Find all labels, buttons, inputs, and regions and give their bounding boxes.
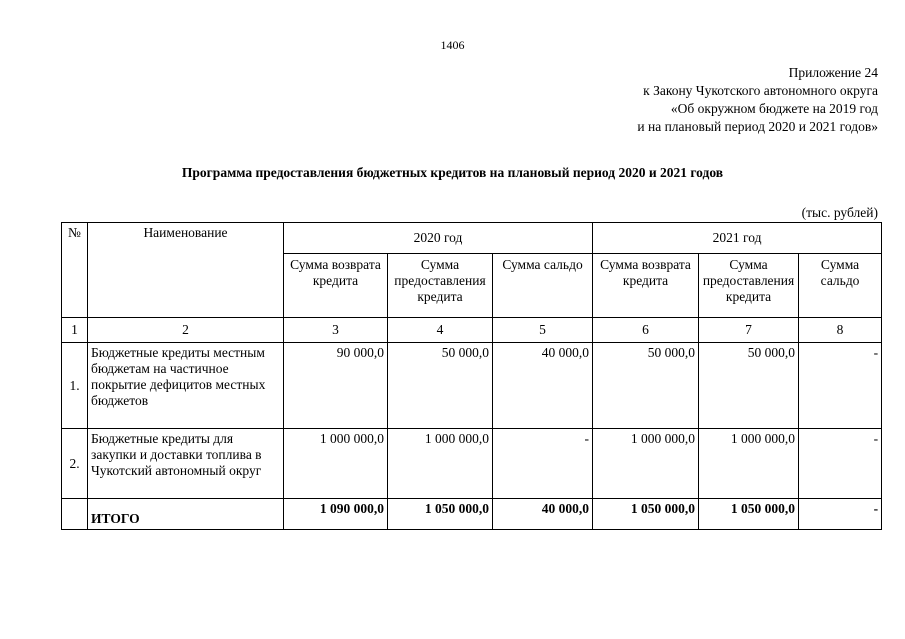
total-value: 1 050 000,0: [593, 499, 699, 530]
appendix-line: «Об окружном бюджете на 2019 год: [670, 101, 878, 116]
column-header-year-2021: 2021 год: [593, 223, 882, 254]
cell-value: 1 000 000,0: [284, 429, 388, 499]
cell-value: 40 000,0: [493, 343, 593, 429]
document-title: Программа предоставления бюджетных кредитов на плановый период 2020 и 2021 годов: [181, 165, 724, 180]
cell-value: 50 000,0: [388, 343, 493, 429]
column-index-row: [62, 318, 882, 343]
total-label: ИТОГО: [88, 499, 284, 530]
total-value: 1 050 000,0: [388, 499, 493, 530]
row-name: Бюджетные кредиты местным бюджетам на частичное покрытие дефицитов местных бюджетов: [88, 343, 284, 429]
appendix-line: Приложение 24: [788, 65, 878, 80]
column-index: 1: [62, 318, 88, 343]
page-number: 1406: [440, 38, 465, 52]
column-index: 2: [88, 318, 284, 343]
total-value: 1 050 000,0: [699, 499, 799, 530]
cell-value: -: [493, 429, 593, 499]
column-index: 6: [593, 318, 699, 343]
row-number: 2.: [62, 429, 88, 499]
column-index: 7: [699, 318, 799, 343]
column-header-name: Наименование: [88, 223, 284, 318]
column-index: 8: [799, 318, 882, 343]
cell-value: 1 000 000,0: [388, 429, 493, 499]
column-index: 5: [493, 318, 593, 343]
column-index: 4: [388, 318, 493, 343]
total-value: -: [799, 499, 882, 530]
column-header-repayment: Сумма возврата кредита: [593, 254, 699, 318]
row-number: 1.: [62, 343, 88, 429]
column-header-balance: Сумма сальдо: [799, 254, 882, 318]
total-row: [62, 499, 882, 530]
cell-value: -: [799, 343, 882, 429]
units-label: (тыс. рублей): [801, 205, 878, 220]
column-header-balance: Сумма сальдо: [493, 254, 593, 318]
column-index: 3: [284, 318, 388, 343]
cell-value: 50 000,0: [699, 343, 799, 429]
column-header-number: №: [62, 223, 88, 318]
appendix-line: к Закону Чукотского автономного округа: [643, 83, 878, 98]
cell-value: -: [799, 429, 882, 499]
column-header-issuance: Сумма предоставления кредита: [388, 254, 493, 318]
appendix-header: [637, 64, 878, 136]
table-row: [62, 343, 882, 429]
row-name: Бюджетные кредиты для закупки и доставки топлива в Чукотский автономный округ: [88, 429, 284, 499]
column-header-repayment: Сумма возврата кредита: [284, 254, 388, 318]
table-row: [62, 429, 882, 499]
total-row-number: [62, 499, 88, 530]
cell-value: 1 000 000,0: [699, 429, 799, 499]
credits-table: [61, 222, 882, 530]
column-header-year-2020: 2020 год: [284, 223, 593, 254]
header-row-years: [62, 223, 882, 254]
cell-value: 1 000 000,0: [593, 429, 699, 499]
cell-value: 90 000,0: [284, 343, 388, 429]
column-header-issuance: Сумма предоставления кредита: [699, 254, 799, 318]
total-value: 1 090 000,0: [284, 499, 388, 530]
cell-value: 50 000,0: [593, 343, 699, 429]
total-value: 40 000,0: [493, 499, 593, 530]
appendix-line: и на плановый период 2020 и 2021 годов»: [637, 119, 878, 134]
